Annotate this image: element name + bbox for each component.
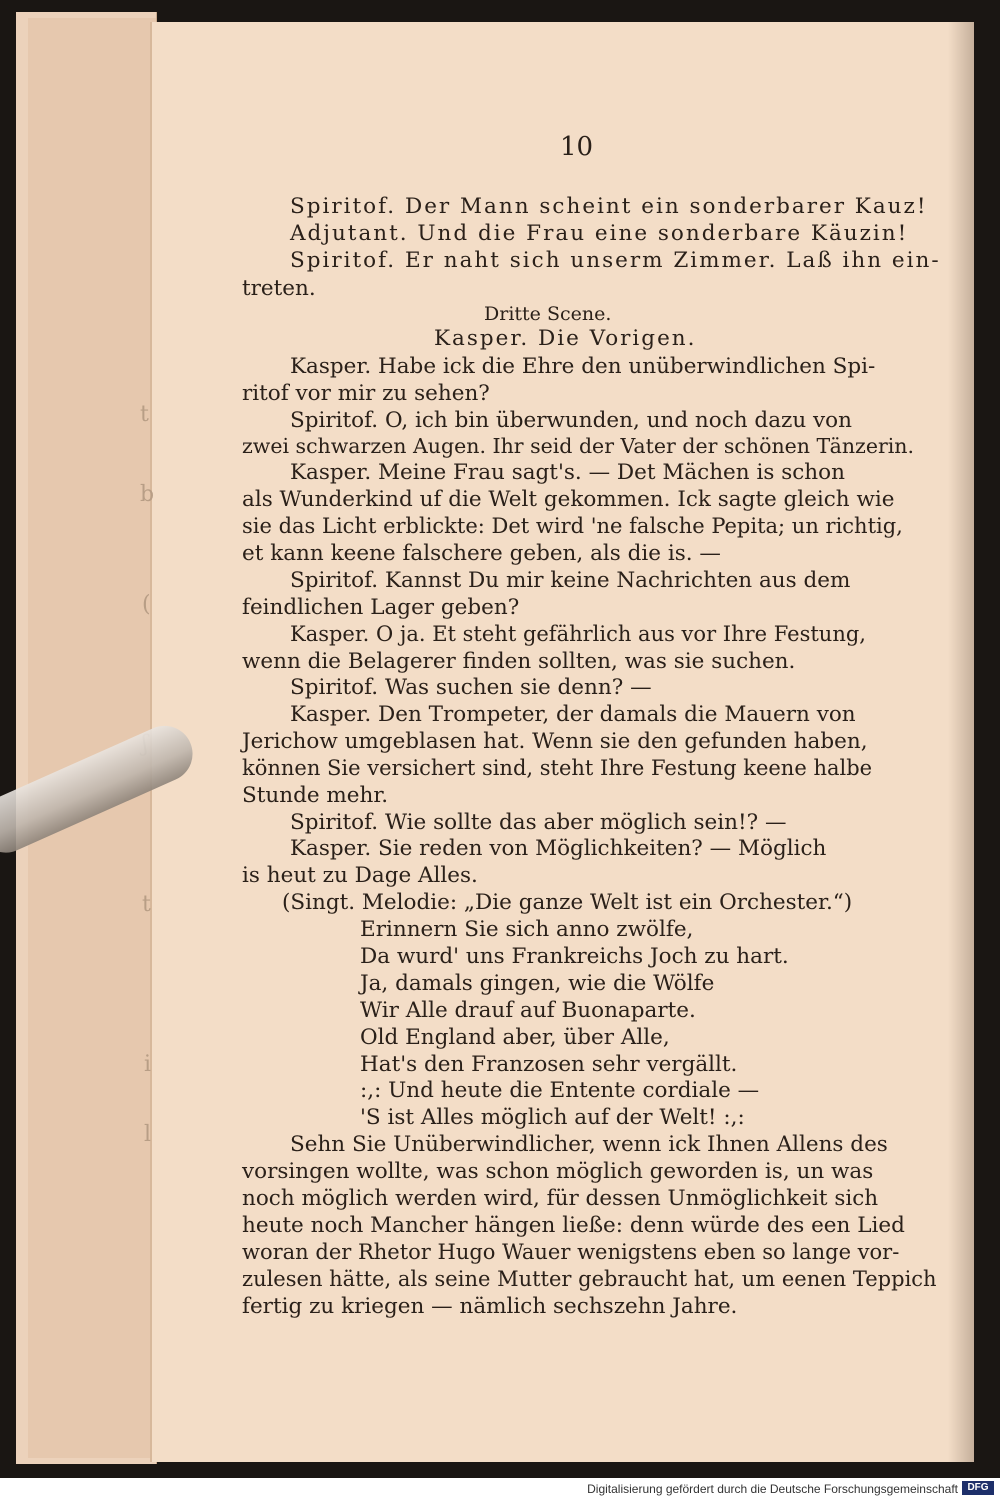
- text-line: Kasper. Den Trompeter, der damals die Mauern von: [290, 702, 856, 727]
- text-line: können Sie versichert sind, steht Ihre Festung keene halbe: [242, 756, 873, 780]
- text-line: sie das Licht erblickte: Det wird 'ne falsche Pepita; un richtig,: [242, 514, 903, 538]
- song-verse-line: Ja, damals gingen, wie die Wölfe: [360, 971, 715, 996]
- funding-credit: Digitalisierung gefördert durch die Deutsche Forschungsgemeinschaft: [587, 1482, 958, 1496]
- text-line: Kasper. Meine Frau sagt's. — Det Mächen is schon: [290, 460, 845, 485]
- text-line: Spiritof. Was suchen sie denn? —: [290, 675, 652, 700]
- text-line: zulesen hätte, als seine Mutter gebraucht hat, um eenen Teppich: [242, 1267, 937, 1291]
- text-line: fertig zu kriegen — nämlich sechszehn Jahre.: [242, 1294, 738, 1319]
- footer-bar: [0, 1478, 1000, 1499]
- text-line: Spiritof. Der Mann scheint ein sonderbarer Kauz!: [290, 194, 928, 219]
- text-line: als Wunderkind uf die Welt gekommen. Ick sagte gleich wie: [242, 487, 895, 512]
- text-line: Spiritof. Kannst Du mir keine Nachrichten aus dem: [290, 568, 851, 593]
- scene-characters: Kasper. Die Vorigen.: [434, 326, 697, 351]
- song-direction: (Singt. Melodie: „Die ganze Welt ist ein Orchester.“): [282, 890, 853, 915]
- text-line: Spiritof. O, ich bin überwunden, und noch dazu von: [290, 408, 852, 433]
- song-verse-line: Erinnern Sie sich anno zwölfe,: [360, 917, 694, 942]
- text-line: Spiritof. Er naht sich unserm Zimmer. Laß ihn ein-: [290, 248, 941, 273]
- song-verse-line: Hat's den Franzosen sehr vergällt.: [360, 1052, 738, 1077]
- text-line: vorsingen wollte, was schon möglich geworden is, un was: [242, 1159, 874, 1184]
- text-line: et kann keene falschere geben, als die is. —: [242, 541, 721, 566]
- text-line: is heut zu Dage Alles.: [242, 863, 478, 888]
- text-line: Adjutant. Und die Frau eine sonderbare Käuzin!: [290, 221, 909, 246]
- text-line: Sehn Sie Unüberwindlicher, wenn ick Ihnen Allens des: [290, 1132, 888, 1157]
- page-number: 10: [560, 132, 594, 162]
- text-line: Stunde mehr.: [242, 783, 389, 808]
- text-line: Jerichow umgeblasen hat. Wenn sie den gefunden haben,: [242, 729, 868, 754]
- text-line: zwei schwarzen Augen. Ihr seid der Vater der schönen Tänzerin.: [242, 434, 915, 458]
- text-line: Kasper. O ja. Et steht gefährlich aus vor Ihre Festung,: [290, 622, 866, 646]
- scene-heading: Dritte Scene.: [484, 303, 612, 325]
- text-line: wenn die Belagerer finden sollten, was sie suchen.: [242, 649, 796, 674]
- text-line: treten.: [242, 276, 316, 301]
- book-page: t b ( t i l 10 Spiritof. Der Mann scheint ein sonderbarer Kauz! Adjutant. Und die Frau eine sonderbare Käuzin! Spiritof. Er naht sich unserm Zimmer. Laß ihn ein- treten. Dritte Scene. Kasper. Die Vorigen. Kasper. Habe ick die Ehre den unüberwindlichen Spi- ritof vor mir zu sehen? Spiritof. O, ich bin überwunden, und noch dazu von zwei schwarzen Augen. Ihr seid der Vater der schönen Tänzerin. Kasper. Meine Frau sagt's. — Det Mächen is schon als Wunderkind uf die Welt gekommen. Ick sagte gleich wie sie das Licht erblickte: Det wird 'ne falsche Pepita; un richtig, et kann keene falschere geben, als die is. — Spiritof. Kannst Du mir keine Nachrichten aus dem feindlichen Lager geben? Kasper. O ja. Et steht gefährlich aus vor Ihre Festung, wenn die Belagerer finden sollten, was sie suchen. Spiritof. Was suchen sie denn? — Kasper. Den Trompeter, der damals die Mauern von Jerichow umgeblasen hat. Wenn sie den gefunden haben, können Sie versichert sind, steht Ihre Festung keene halbe Stunde mehr. Spiritof. Wie sollte das aber möglich sein!? — Kasper. Sie reden von Möglichkeiten? — Möglich is heut zu Dage Alles. (Singt. Melodie: „Die ganze Welt ist ein Orchester.“) Erinnern Sie sich anno zwölfe, Da wurd' uns Frankreichs Joch zu hart. Ja, damals gingen, wie die Wölfe Wir Alle drauf auf Buonaparte. Old England aber, über Alle, Hat's den Franzosen sehr vergällt. :,: Und heute die Entente cordiale — 'S ist Alles möglich auf der Welt! :,: Sehn Sie Unüberwindlicher, wenn ick Ihnen Allens des vorsingen wollte, was schon möglich geworden is, un was noch möglich werden wird, für dessen Unmöglichkeit sich heute noch Mancher hängen ließe: denn würde des een Lied woran der Rhetor Hugo Wauer wenigstens eben so lange vor- zulesen hätte, als seine Mutter gebraucht hat, um eenen Teppich fertig zu kriegen — nämlich sechszehn Jahre.: [150, 22, 974, 1462]
- text-line: feindlichen Lager geben?: [242, 595, 520, 620]
- song-verse-line: Da wurd' uns Frankreichs Joch zu hart.: [360, 944, 789, 969]
- text-line: noch möglich werden wird, für dessen Unmöglichkeit sich: [242, 1186, 879, 1211]
- text-line: Spiritof. Wie sollte das aber möglich sein!? —: [290, 810, 787, 835]
- text-line: Kasper. Habe ick die Ehre den unüberwindlichen Spi-: [290, 354, 876, 379]
- text-line: Kasper. Sie reden von Möglichkeiten? — Möglich: [290, 836, 827, 861]
- dfg-logo: DFG: [962, 1481, 994, 1495]
- song-verse-line: :,: Und heute die Entente cordiale —: [360, 1078, 760, 1103]
- text-line: heute noch Mancher hängen ließe: denn würde des een Lied: [242, 1213, 905, 1238]
- song-verse-line: Wir Alle drauf auf Buonaparte.: [360, 998, 696, 1023]
- song-verse-line: 'S ist Alles möglich auf der Welt! :,:: [360, 1105, 745, 1130]
- song-verse-line: Old England aber, über Alle,: [360, 1025, 670, 1050]
- text-line: ritof vor mir zu sehen?: [242, 381, 490, 406]
- text-line: woran der Rhetor Hugo Wauer wenigstens eben so lange vor-: [242, 1240, 900, 1264]
